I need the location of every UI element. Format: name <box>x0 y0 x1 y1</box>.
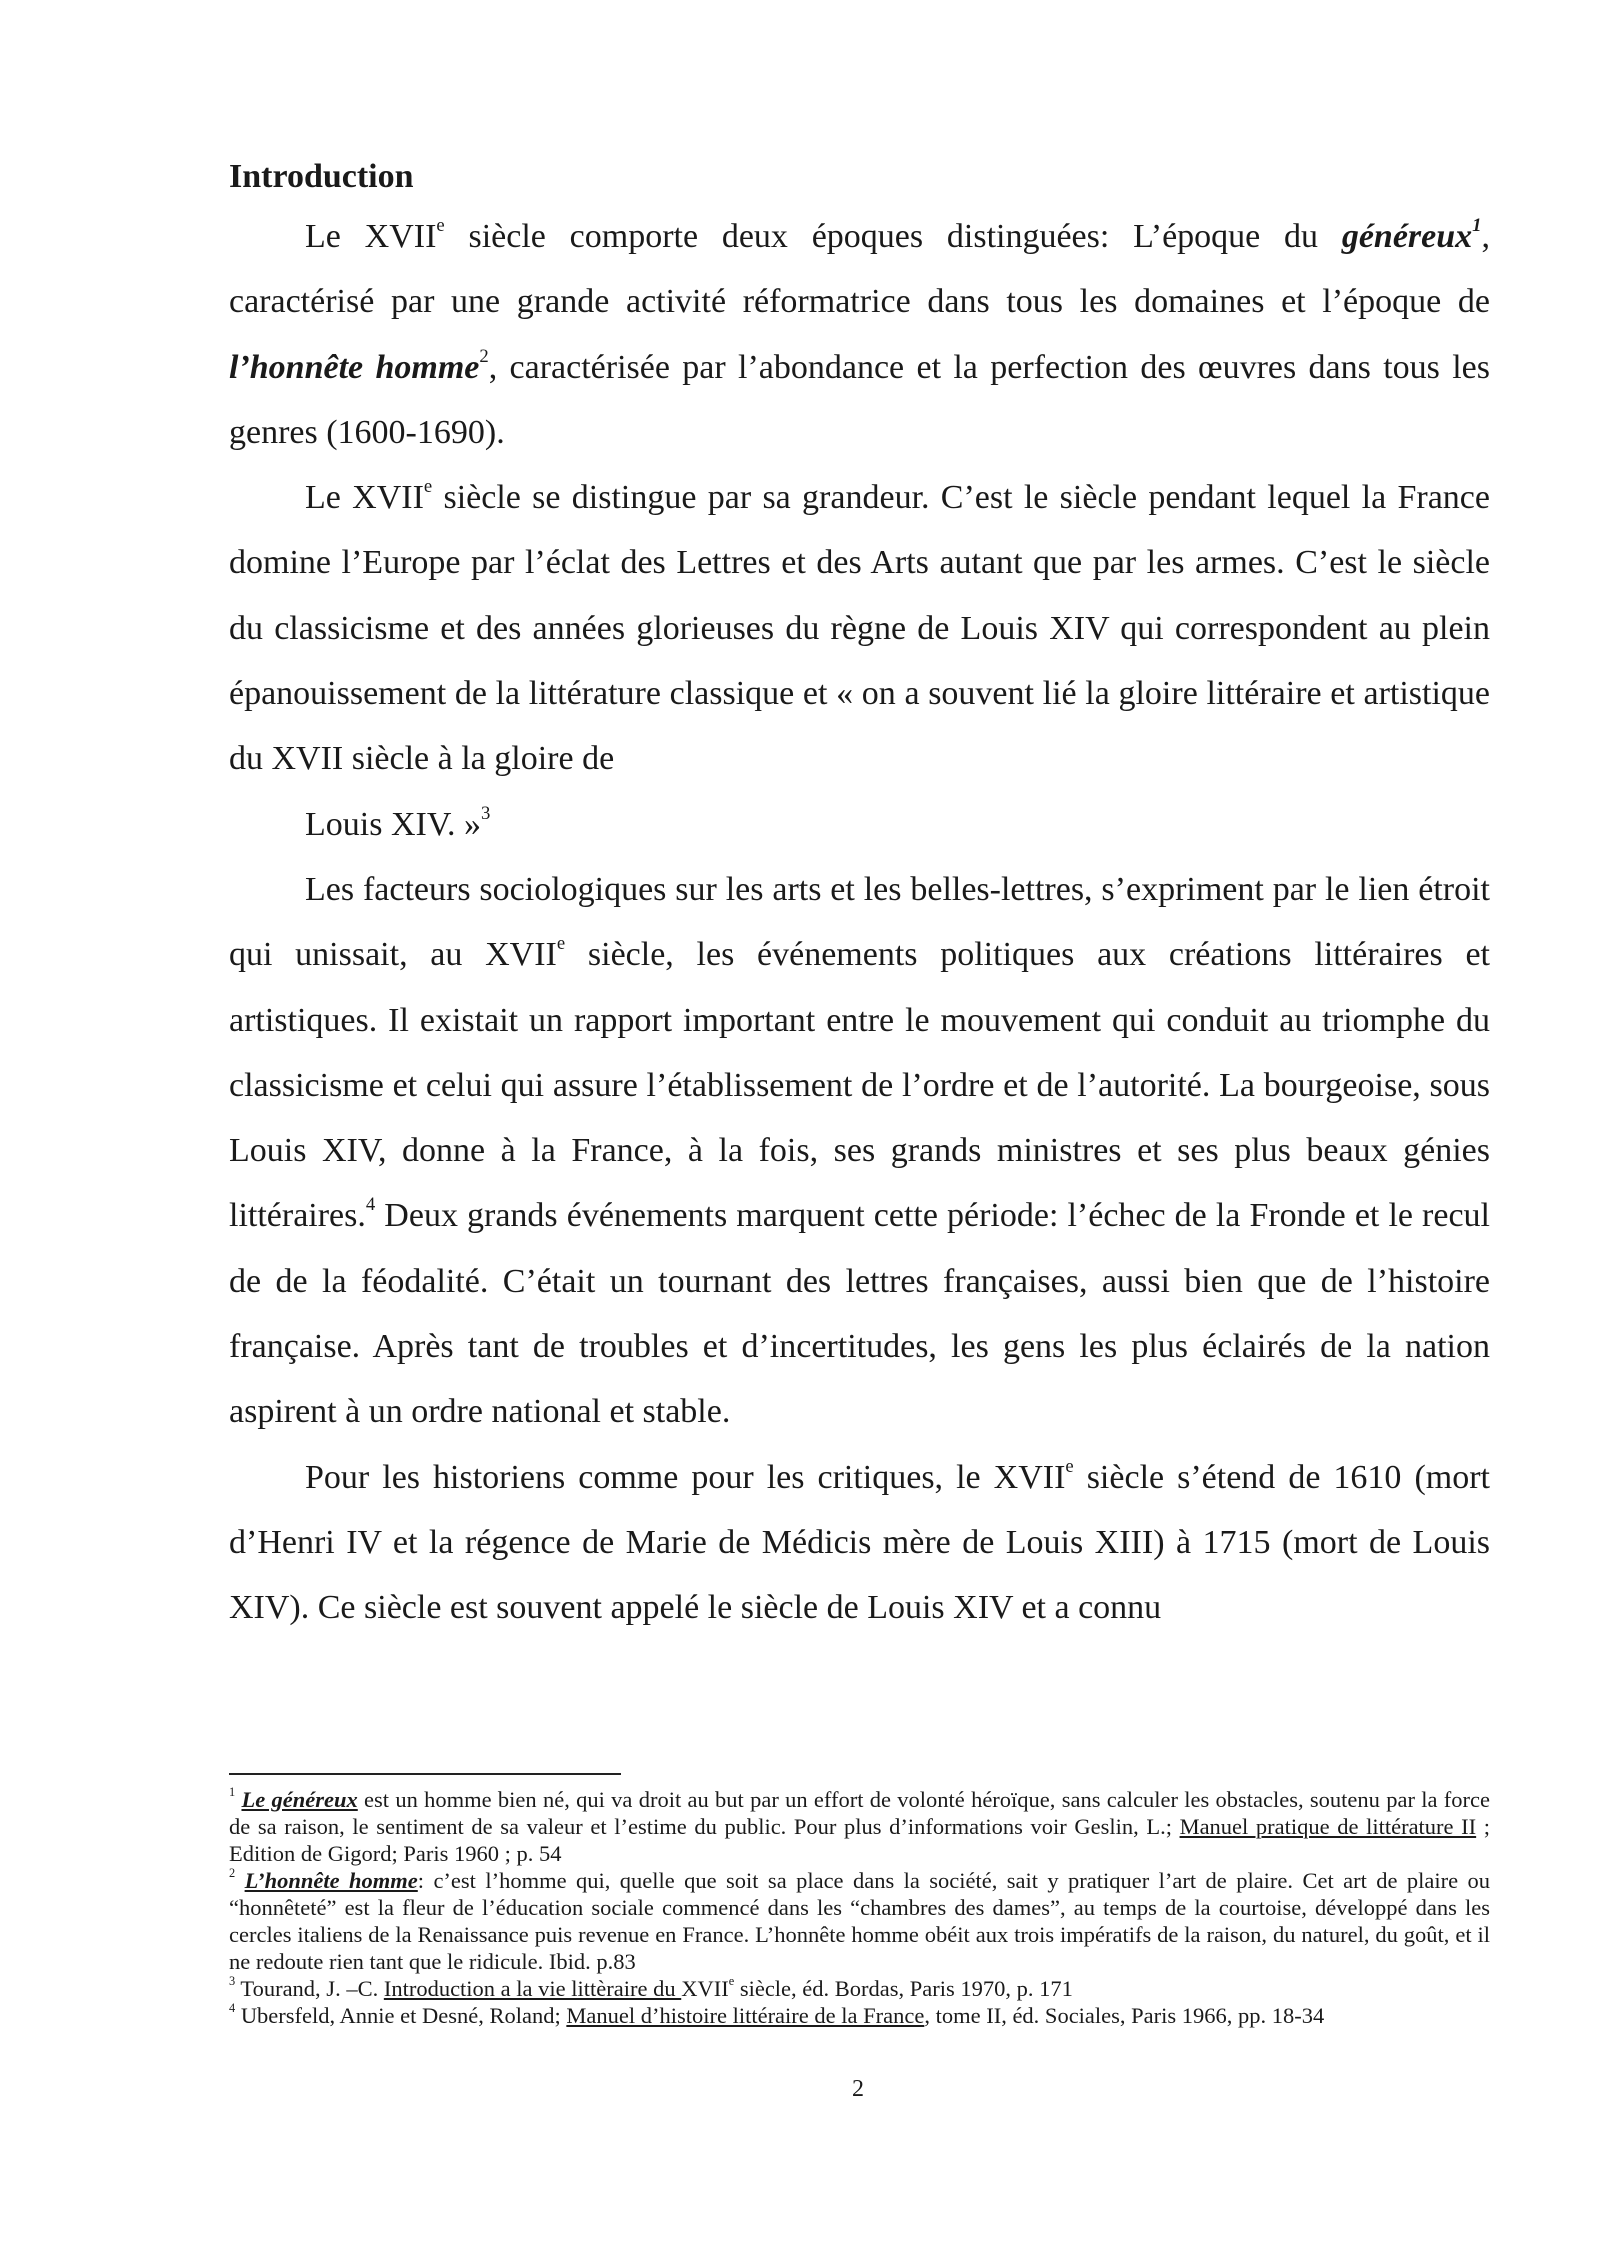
footnote-ref-2[interactable]: 2 <box>479 345 489 367</box>
main-text <box>229 150 1490 1641</box>
footnote-1-reference: Manuel pratique de littérature II <box>1179 1814 1477 1839</box>
footnote-ref-3[interactable]: 3 <box>481 802 491 824</box>
footnote-separator <box>229 1773 621 1775</box>
footnote-2: $^2$ L’honnête homme: c’est l’homme qui, quelle que soit sa place dans la société, sait y pratiquer l’art de plaire. Cet art de plaire ou “honnêteté” est la fleur de l’éducation sociale commencé dans les “chambres des dames”, au temps de la courtoise, développé dans les cercles italiens de la Renaissance puis revenue en France. L’honnête homme obéit aux trois impératifs de la raison, du naturel, du goût, et il ne redoute rien tant que le ridicule. Ibid. p.83 <box>229 1866 1491 1974</box>
section-title: Introduction <box>229 158 414 195</box>
footnote-ref-1[interactable]: 1 <box>1472 214 1482 236</box>
term-honnete-homme: l’honnête homme <box>229 348 480 386</box>
footnote-ref-4[interactable]: 4 <box>365 1194 376 1216</box>
footnotes <box>229 1786 1490 2029</box>
footnote-4-reference: Manuel d’histoire littéraire de la France <box>566 2003 925 2028</box>
footnote-4: $^4$ Ubersfeld, Annie et Desné, Roland; Manuel d’histoire littéraire de la France, tome II, éd. Sociales, Paris 1966, pp. 18-34 <box>229 2001 1325 2028</box>
paragraph-2: Le XVIIe siècle se distingue par sa grandeur. C’est le siècle pendant lequel la France domine l’Europe par l’éclat des Lettres et des Arts autant que par les armes. C’est le siècle du classicisme et des années glorieuses du règne de Louis XIV qui correspondent au plein épanouissement de la littérature classique et « on a souvent lié la gloire littéraire et artistique du XVII siècle à la gloire de <box>229 476 1490 778</box>
page-number-row <box>0 2076 1600 2103</box>
page-number: 2 <box>852 2076 864 2102</box>
term-genereux: généreux <box>1341 218 1473 255</box>
footnote-3-reference: Introduction a la vie littèraire du <box>383 1976 682 2001</box>
paragraph-1: Le XVIIe siècle comporte deux époques distinguées: L’époque du généreux$^1$, caractérisé par une grande activité réformatrice dans tous les domaines et l’époque de l’honnête homme$^2$, caractérisée par l’abondance et la perfection des œuvres dans tous les genres (1600-1690). <box>229 214 1490 451</box>
footnote-1: $^1$ Le généreux est un homme bien né, qui va droit au but par un effort de volonté héroïque, sans calculer les obstacles, soutenu par la force de sa raison, le sentiment de sa valeur et l’estime du public. Pour plus d’informations voir Geslin, L.; Manuel pratique de littérature II ; Edition de Gigord; Paris 1960 ; p. 54 <box>229 1785 1491 1866</box>
paragraph-3: Les facteurs sociologiques sur les arts et les belles-lettres, s’expriment par le lien étroit qui unissait, au XVIIe siècle, les événements politiques aux créations littéraires et artistiques. Il existait un rapport important entre le mouvement qui conduit au triomphe du classicisme et celui qui assure l’établissement de l’ordre et de l’autorité. La bourgeoise, sous Louis XIV, donne à la France, à la fois, ses grands ministres et ses plus beaux génies littéraires.$^4$ Deux grands événements marquent cette période: l’échec de la Fronde et le recul de de la féodalité. C’était un tournant des lettres françaises, aussi bien que de l’histoire française. Après tant de troubles et d’incertitudes, les gens les plus éclairés de la nation aspirent à un ordre national et stable. <box>229 870 1490 1431</box>
paragraph-2-end: Louis XIV. »$^3$ <box>305 802 491 843</box>
footnote-3: $^3$ Tourand, J. –C. Introduction a la vie littèraire du XVIIe siècle, éd. Bordas, Paris 1970, p. 171 <box>229 1974 1073 2001</box>
paragraph-4: Pour les historiens comme pour les critiques, le XVIIe siècle s’étend de 1610 (mort d’Henri IV et la régence de Marie de Médicis mère de Louis XIII) à 1715 (mort de Louis XIV). Ce siècle est souvent appelé le siècle de Louis XIV et a connu <box>229 1455 1490 1627</box>
